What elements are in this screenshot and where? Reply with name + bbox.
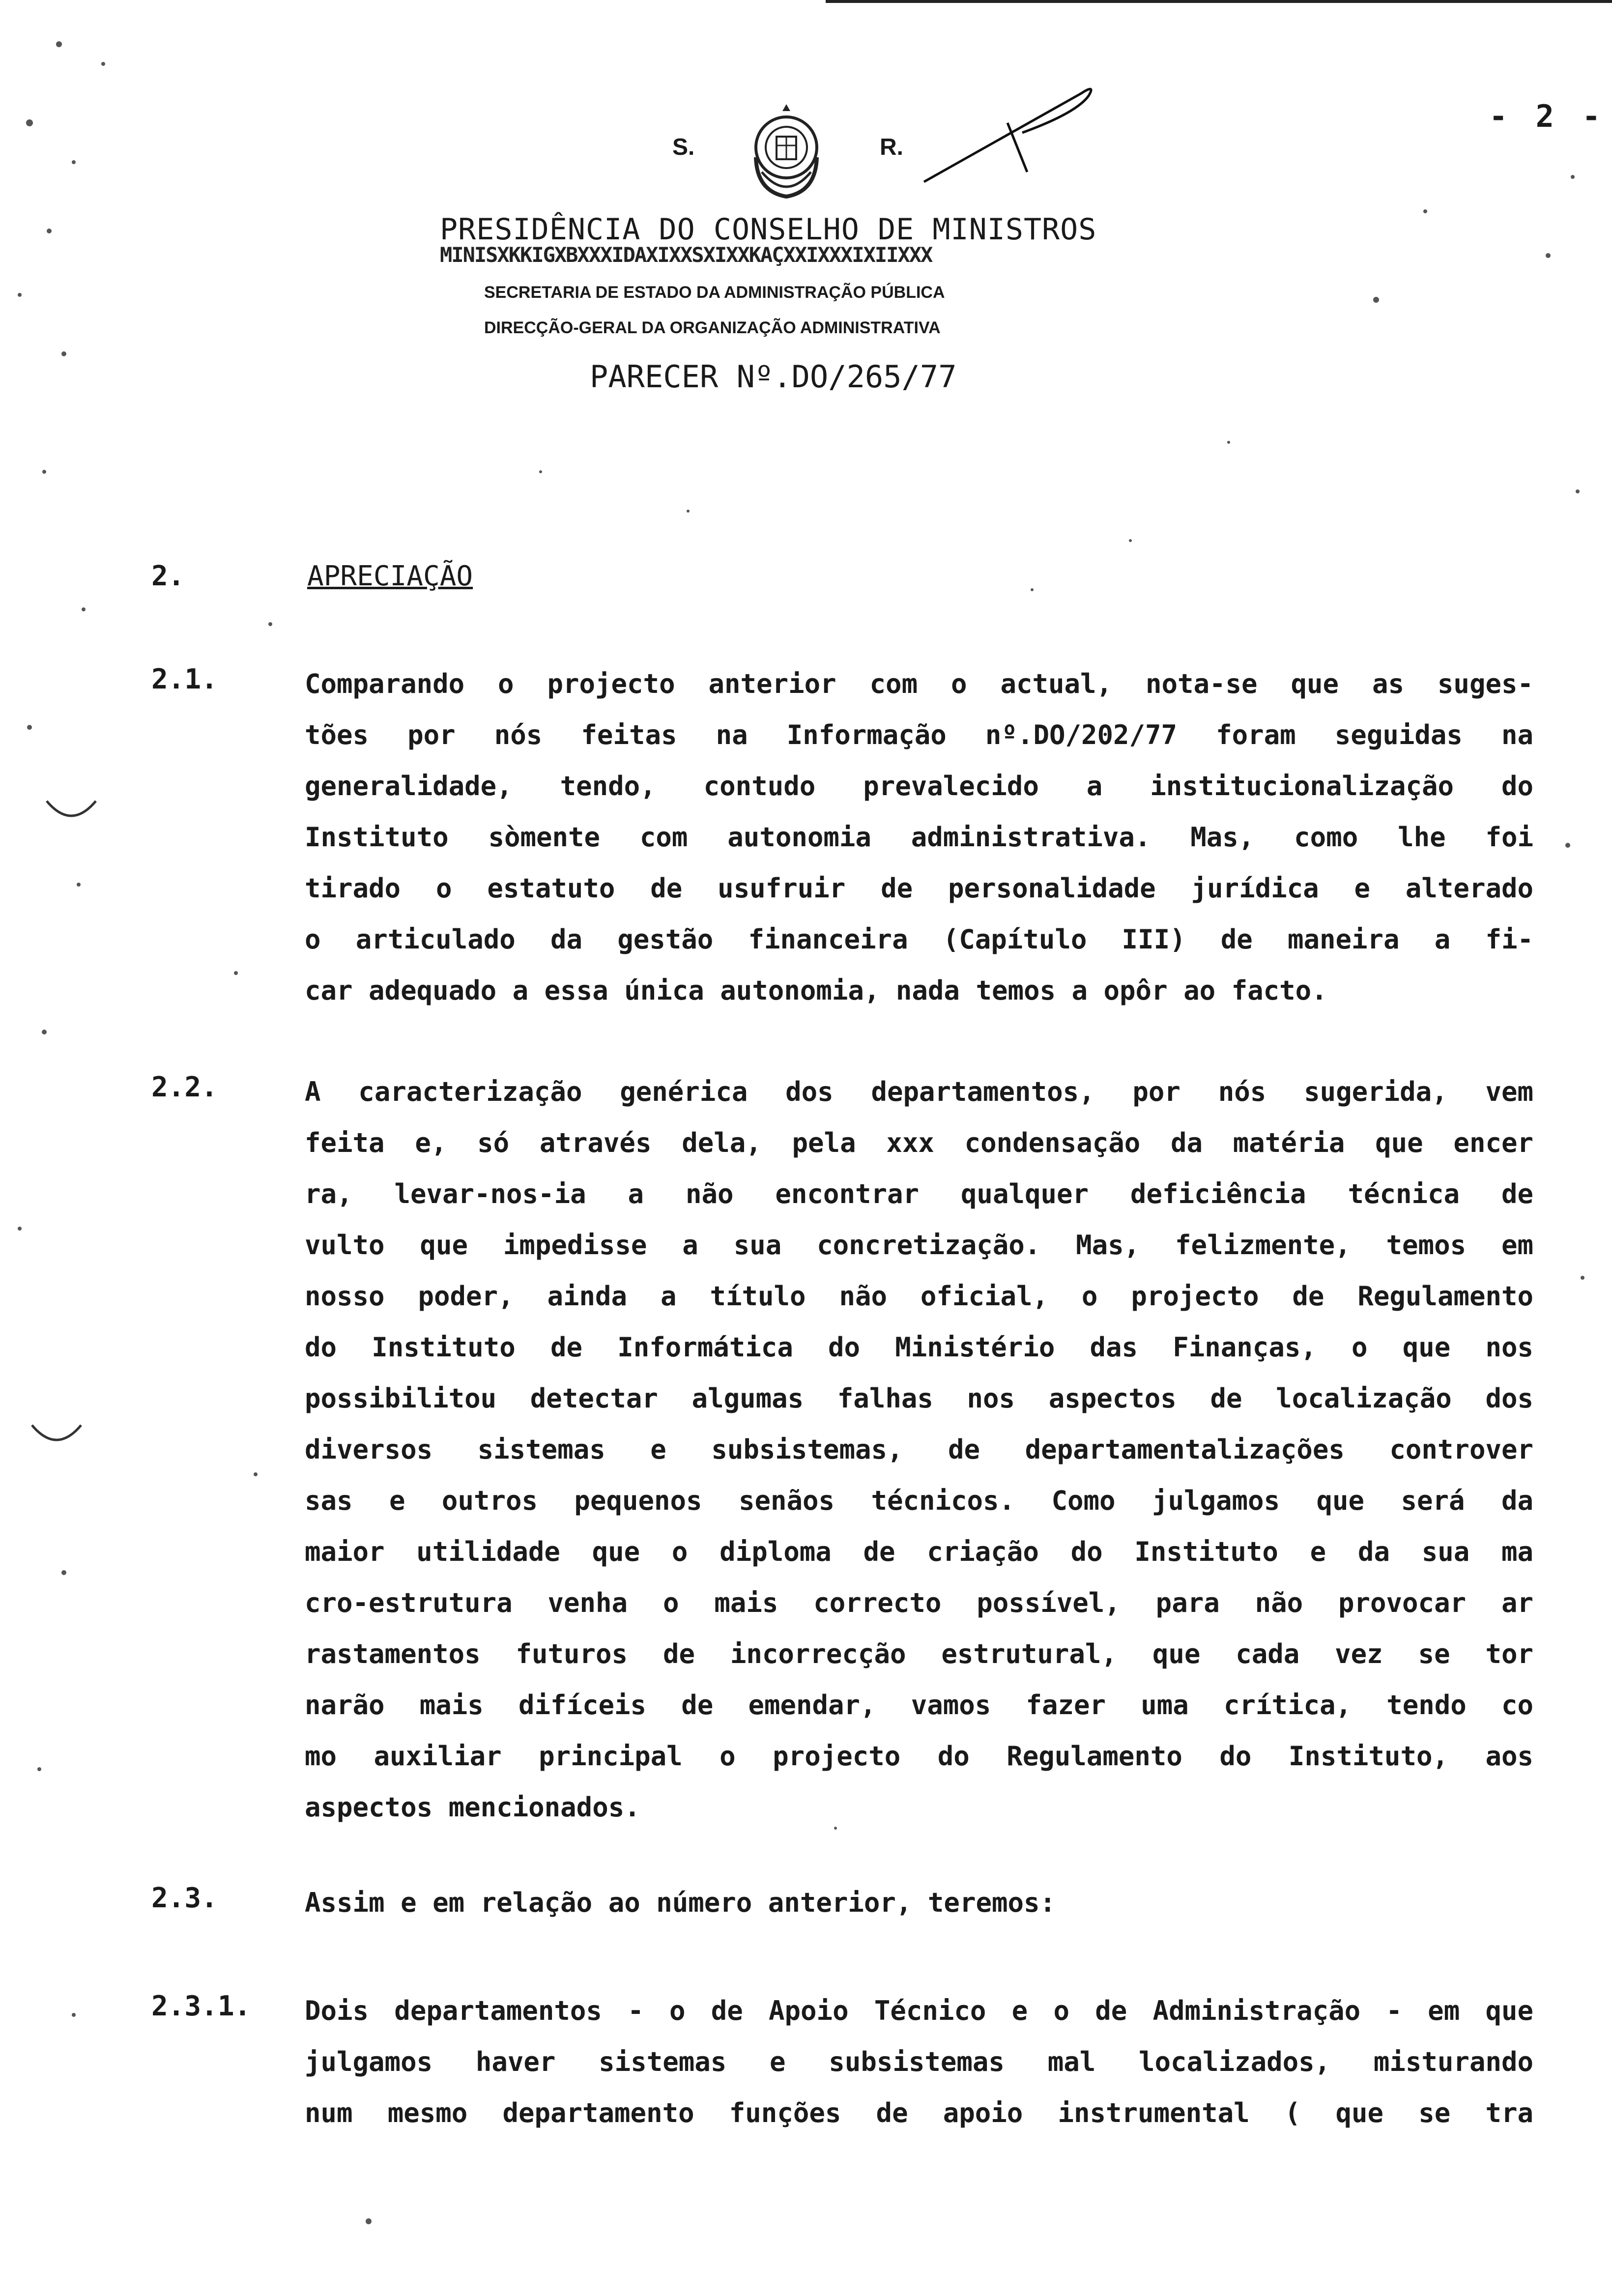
parecer-number: PARECER Nº.DO/265/77 — [590, 359, 957, 395]
paragraph-line: sas e outros pequenos senãos técnicos. Como julgamos que será da — [305, 1485, 1533, 1516]
paragraph-line: feita e, só através dela, pela xxx condensação da matéria que encer — [305, 1127, 1533, 1158]
paragraph-line: Dois departamentos - o de Apoio Técnico e o de Administração - em que — [305, 1995, 1533, 2026]
handwritten-stroke-icon — [919, 79, 1116, 187]
paragraph-2-1 — [305, 659, 1533, 1016]
paragraph-line: maior utilidade que o diploma de criação do Instituto e da sua ma — [305, 1536, 1533, 1567]
paragraph-line: car adequado a essa única autonomia, nada temos a opôr ao facto. — [305, 975, 1327, 1006]
paragraph-line: num mesmo departamento funções de apoio instrumental ( que se tra — [305, 2097, 1533, 2128]
paragraph-2-3-1 — [305, 1985, 1533, 2139]
section-heading-apreciacao: APRECIAÇÃO — [307, 560, 473, 592]
section-number-2-3: 2.3. — [151, 1882, 218, 1914]
paragraph-line: Comparando o projecto anterior com o actual, nota-se que as suges- — [305, 668, 1533, 699]
paragraph-line: rastamentos futuros de incorrecção estrutural, que cada vez se tor — [305, 1638, 1533, 1669]
paragraph-line: o articulado da gestão financeira (Capítulo III) de maneira a fi- — [305, 924, 1533, 955]
seal-letter-s: S. — [672, 134, 695, 160]
binder-mark-icon — [44, 796, 98, 835]
section-number-2: 2. — [151, 560, 185, 592]
paragraph-line: tões por nós feitas na Informação nº.DO/202/77 foram seguidas na — [305, 719, 1533, 750]
top-rule-line — [826, 0, 1612, 3]
paragraph-2-2 — [305, 1066, 1533, 1833]
section-number-2-2: 2.2. — [151, 1071, 218, 1103]
direccao-line: DIRECÇÃO-GERAL DA ORGANIZAÇÃO ADMINISTRATIVA — [484, 318, 941, 337]
ministry-title: PRESIDÊNCIA DO CONSELHO DE MINISTROS — [440, 212, 1097, 247]
seal-letter-r: R. — [880, 134, 903, 160]
paragraph-line: do Instituto de Informática do Ministério das Finanças, o que nos — [305, 1332, 1533, 1363]
paragraph-line: generalidade, tendo, contudo prevalecido a institucionalização do — [305, 771, 1533, 802]
paragraph-line: Assim e em relação ao número anterior, teremos: — [305, 1887, 1056, 1918]
page-number: - 2 - — [1489, 98, 1606, 134]
section-number-2-3-1: 2.3.1. — [151, 1990, 251, 2022]
secretaria-line: SECRETARIA DE ESTADO DA ADMINISTRAÇÃO PÚBLICA — [484, 283, 945, 302]
struck-out-line: MINISXKKIGXBXXXIDAXIXXSXIXXKAÇXXIXXXIXIIXXX — [440, 243, 932, 267]
paragraph-line: vulto que impedisse a sua concretização. Mas, felizmente, temos em — [305, 1230, 1533, 1261]
paragraph-line: ra, levar-nos-ia a não encontrar qualquer deficiência técnica de — [305, 1178, 1533, 1209]
paragraph-line: possibilitou detectar algumas falhas nos aspectos de localização dos — [305, 1383, 1533, 1414]
paragraph-line: nosso poder, ainda a título não oficial, o projecto de Regulamento — [305, 1281, 1533, 1312]
section-number-2-1: 2.1. — [151, 663, 218, 695]
coat-of-arms-icon — [737, 98, 835, 211]
paragraph-line: julgamos haver sistemas e subsistemas mal localizados, misturando — [305, 2046, 1533, 2077]
paragraph-line: A caracterização genérica dos departamentos, por nós sugerida, vem — [305, 1076, 1533, 1107]
paragraph-line: tirado o estatuto de usufruir de personalidade jurídica e alterado — [305, 873, 1533, 904]
binder-mark-icon — [29, 1420, 84, 1460]
paragraph-line: Instituto sòmente com autonomia administrativa. Mas, como lhe foi — [305, 822, 1533, 853]
paragraph-line: aspectos mencionados. — [305, 1792, 640, 1823]
paragraph-line: diversos sistemas e subsistemas, de departamentalizações controver — [305, 1434, 1533, 1465]
paragraph-line: cro-estrutura venha o mais correcto possível, para não provocar ar — [305, 1587, 1533, 1618]
paragraph-line: mo auxiliar principal o projecto do Regulamento do Instituto, aos — [305, 1741, 1533, 1772]
paragraph-line: narão mais difíceis de emendar, vamos fazer uma crítica, tendo co — [305, 1690, 1533, 1721]
paragraph-2-3 — [305, 1877, 1533, 1928]
